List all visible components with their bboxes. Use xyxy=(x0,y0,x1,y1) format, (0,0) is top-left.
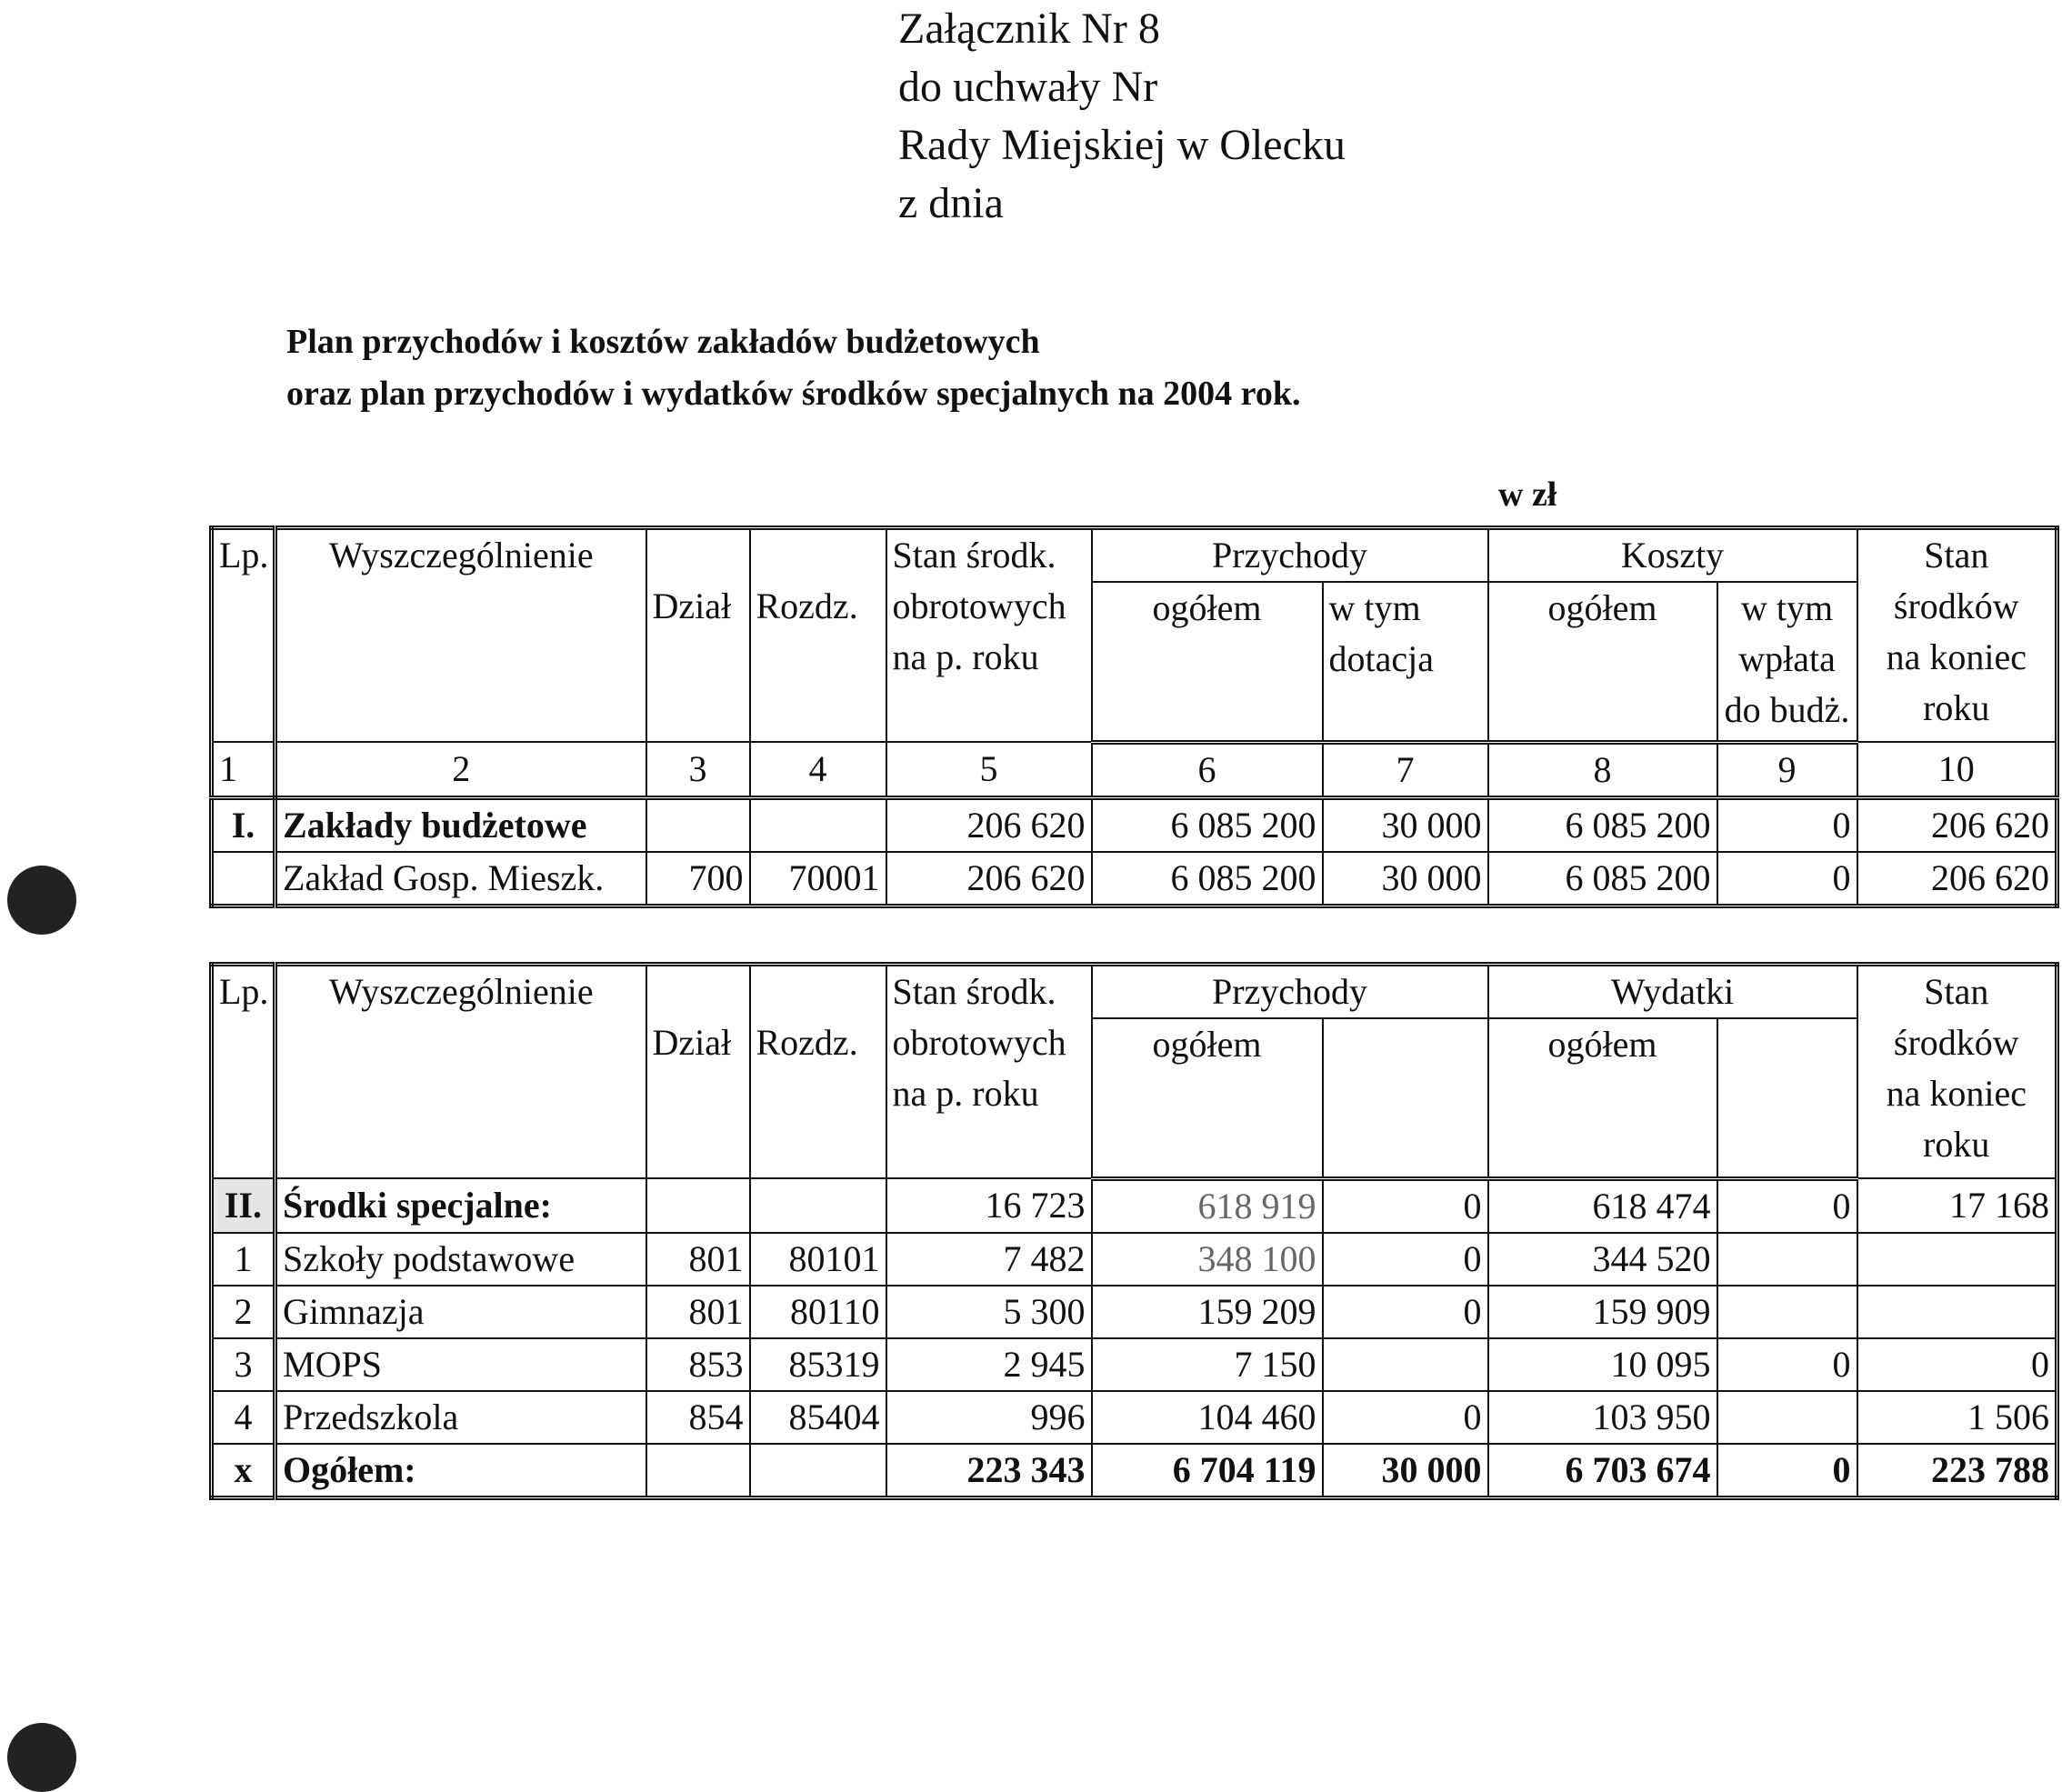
row-revenues-other: 0 xyxy=(1323,1286,1488,1338)
header-dzial: Dział xyxy=(646,965,750,1179)
row-costs-total: 6 085 200 xyxy=(1488,852,1717,906)
document-title xyxy=(286,316,1301,420)
row-description: MOPS xyxy=(275,1338,646,1391)
header-lp: Lp. xyxy=(212,965,275,1179)
row-rozdz: 85404 xyxy=(750,1391,886,1444)
row-revenues-total: 159 209 xyxy=(1092,1286,1323,1338)
header-closing-balance: Stan środków na koniec roku xyxy=(1857,965,2057,1179)
row-revenues-other: 0 xyxy=(1323,1178,1488,1233)
row-closing-balance: 1 506 xyxy=(1857,1391,2057,1444)
row-closing-balance: 0 xyxy=(1857,1338,2057,1391)
header-costs-payment: w tym wpłata do budż. xyxy=(1717,582,1857,742)
header-rozdz: Rozdz. xyxy=(750,528,886,743)
row-opening-balance: 2 945 xyxy=(886,1338,1092,1391)
row-expenses-other xyxy=(1717,1391,1857,1444)
row-expenses-total: 103 950 xyxy=(1488,1391,1717,1444)
row-lp: I. xyxy=(212,797,275,852)
header-expenses: Wydatki xyxy=(1488,965,1857,1019)
row-revenues-total: 104 460 xyxy=(1092,1391,1323,1444)
special-funds-table xyxy=(209,962,2059,1500)
header-description: Wyszczególnienie xyxy=(275,528,646,743)
currency-unit: w zł xyxy=(1498,476,1557,514)
row-closing-balance: 223 788 xyxy=(1857,1444,2057,1498)
punch-hole-mark xyxy=(7,1723,76,1792)
row-rozdz xyxy=(750,1444,886,1498)
row-expenses-other: 0 xyxy=(1717,1338,1857,1391)
budget-units-table xyxy=(209,526,2059,908)
header-expenses-total: ogółem xyxy=(1488,1018,1717,1178)
header-empty xyxy=(1323,1018,1488,1178)
header-rozdz: Rozdz. xyxy=(750,965,886,1179)
row-revenues-total: 348 100 xyxy=(1092,1233,1323,1286)
row-revenues-other xyxy=(1323,1338,1488,1391)
header-costs-total: ogółem xyxy=(1488,582,1717,742)
column-number: 8 xyxy=(1488,742,1717,797)
row-expenses-other xyxy=(1717,1286,1857,1338)
column-number: 4 xyxy=(750,742,886,797)
row-costs-payment: 0 xyxy=(1717,797,1857,852)
row-dzial: 801 xyxy=(646,1233,750,1286)
row-lp: x xyxy=(212,1444,275,1498)
row-closing-balance xyxy=(1857,1233,2057,1286)
row-description: Gimnazja xyxy=(275,1286,646,1338)
row-lp: 3 xyxy=(212,1338,275,1391)
row-closing-balance: 206 620 xyxy=(1857,797,2057,852)
row-revenues-total: 6 704 119 xyxy=(1092,1444,1323,1498)
table-header-row xyxy=(212,965,2057,1019)
table-row xyxy=(212,1233,2057,1286)
row-description: Szkoły podstawowe xyxy=(275,1233,646,1286)
row-rozdz xyxy=(750,1178,886,1233)
attachment-header xyxy=(898,0,1346,233)
row-costs-payment: 0 xyxy=(1717,852,1857,906)
row-opening-balance: 16 723 xyxy=(886,1178,1092,1233)
row-closing-balance: 17 168 xyxy=(1857,1178,2057,1233)
row-opening-balance: 996 xyxy=(886,1391,1092,1444)
row-expenses-total: 618 474 xyxy=(1488,1178,1717,1233)
header-empty xyxy=(1717,1018,1857,1178)
row-lp: 1 xyxy=(212,1233,275,1286)
table-row xyxy=(212,1178,2057,1233)
row-rozdz: 80110 xyxy=(750,1286,886,1338)
table-row xyxy=(212,797,2057,852)
row-rozdz: 80101 xyxy=(750,1233,886,1286)
row-revenues-other: 0 xyxy=(1323,1391,1488,1444)
row-revenues-total: 6 085 200 xyxy=(1092,852,1323,906)
header-costs: Koszty xyxy=(1488,528,1857,583)
row-opening-balance: 206 620 xyxy=(886,797,1092,852)
column-number: 3 xyxy=(646,742,750,797)
title-line-2: oraz plan przychodów i wydatków środków specjalnych na 2004 rok. xyxy=(286,375,1301,413)
punch-hole-mark xyxy=(7,866,76,935)
header-revenues-total: ogółem xyxy=(1092,1018,1323,1178)
resolution-reference: do uchwały Nr xyxy=(898,63,1158,111)
row-revenues-other: 0 xyxy=(1323,1233,1488,1286)
row-dzial: 700 xyxy=(646,852,750,906)
row-rozdz: 70001 xyxy=(750,852,886,906)
header-revenues: Przychody xyxy=(1092,965,1488,1019)
council-name: Rady Miejskiej w Olecku xyxy=(898,121,1346,169)
header-opening-balance: Stan środk. obrotowych na p. roku xyxy=(886,965,1092,1179)
row-expenses-other: 0 xyxy=(1717,1178,1857,1233)
row-dzial: 854 xyxy=(646,1391,750,1444)
row-revenues-other: 30 000 xyxy=(1323,1444,1488,1498)
attachment-number: Załącznik Nr 8 xyxy=(898,5,1160,53)
column-number: 1 xyxy=(212,742,275,797)
row-dzial: 853 xyxy=(646,1338,750,1391)
table-row xyxy=(212,1338,2057,1391)
row-dzial xyxy=(646,797,750,852)
column-number: 5 xyxy=(886,742,1092,797)
row-rozdz: 85319 xyxy=(750,1338,886,1391)
column-number: 9 xyxy=(1717,742,1857,797)
row-revenues-total: 6 085 200 xyxy=(1092,797,1323,852)
row-expenses-total: 344 520 xyxy=(1488,1233,1717,1286)
row-lp: II. xyxy=(212,1178,275,1233)
row-opening-balance: 206 620 xyxy=(886,852,1092,906)
title-line-1: Plan przychodów i kosztów zakładów budżetowych xyxy=(286,323,1040,361)
table-header-row xyxy=(212,528,2057,583)
row-lp xyxy=(212,852,275,906)
row-opening-balance: 223 343 xyxy=(886,1444,1092,1498)
row-closing-balance xyxy=(1857,1286,2057,1338)
date-line: z dnia xyxy=(898,179,1004,227)
row-rozdz xyxy=(750,797,886,852)
row-opening-balance: 5 300 xyxy=(886,1286,1092,1338)
total-row xyxy=(212,1444,2057,1498)
column-number: 6 xyxy=(1092,742,1323,797)
row-dzial xyxy=(646,1444,750,1498)
table-row xyxy=(212,852,2057,906)
header-revenues: Przychody xyxy=(1092,528,1488,583)
row-costs-total: 6 085 200 xyxy=(1488,797,1717,852)
row-description: Przedszkola xyxy=(275,1391,646,1444)
row-lp: 4 xyxy=(212,1391,275,1444)
column-number: 2 xyxy=(275,742,646,797)
header-dzial: Dział xyxy=(646,528,750,743)
row-dzial xyxy=(646,1178,750,1233)
row-revenues-total: 618 919 xyxy=(1092,1178,1323,1233)
table-row xyxy=(212,1391,2057,1444)
header-revenues-total: ogółem xyxy=(1092,582,1323,742)
column-number: 10 xyxy=(1857,742,2057,797)
row-description: Zakłady budżetowe xyxy=(275,797,646,852)
table-row xyxy=(212,1286,2057,1338)
row-expenses-total: 159 909 xyxy=(1488,1286,1717,1338)
row-description: Środki specjalne: xyxy=(275,1178,646,1233)
row-description: Zakład Gosp. Mieszk. xyxy=(275,852,646,906)
header-closing-balance: Stan środków na koniec roku xyxy=(1857,528,2057,743)
row-expenses-other: 0 xyxy=(1717,1444,1857,1498)
column-number: 7 xyxy=(1323,742,1488,797)
row-lp: 2 xyxy=(212,1286,275,1338)
row-closing-balance: 206 620 xyxy=(1857,852,2057,906)
header-description: Wyszczególnienie xyxy=(275,965,646,1179)
header-lp: Lp. xyxy=(212,528,275,743)
row-expenses-other xyxy=(1717,1233,1857,1286)
row-expenses-total: 6 703 674 xyxy=(1488,1444,1717,1498)
row-opening-balance: 7 482 xyxy=(886,1233,1092,1286)
row-revenues-total: 7 150 xyxy=(1092,1338,1323,1391)
header-opening-balance: Stan środk. obrotowych na p. roku xyxy=(886,528,1092,743)
row-revenues-subsidy: 30 000 xyxy=(1323,852,1488,906)
row-dzial: 801 xyxy=(646,1286,750,1338)
header-revenues-subsidy: w tym dotacja xyxy=(1323,582,1488,742)
row-revenues-subsidy: 30 000 xyxy=(1323,797,1488,852)
row-description: Ogółem: xyxy=(275,1444,646,1498)
row-expenses-total: 10 095 xyxy=(1488,1338,1717,1391)
column-numbers-row xyxy=(212,742,2057,797)
